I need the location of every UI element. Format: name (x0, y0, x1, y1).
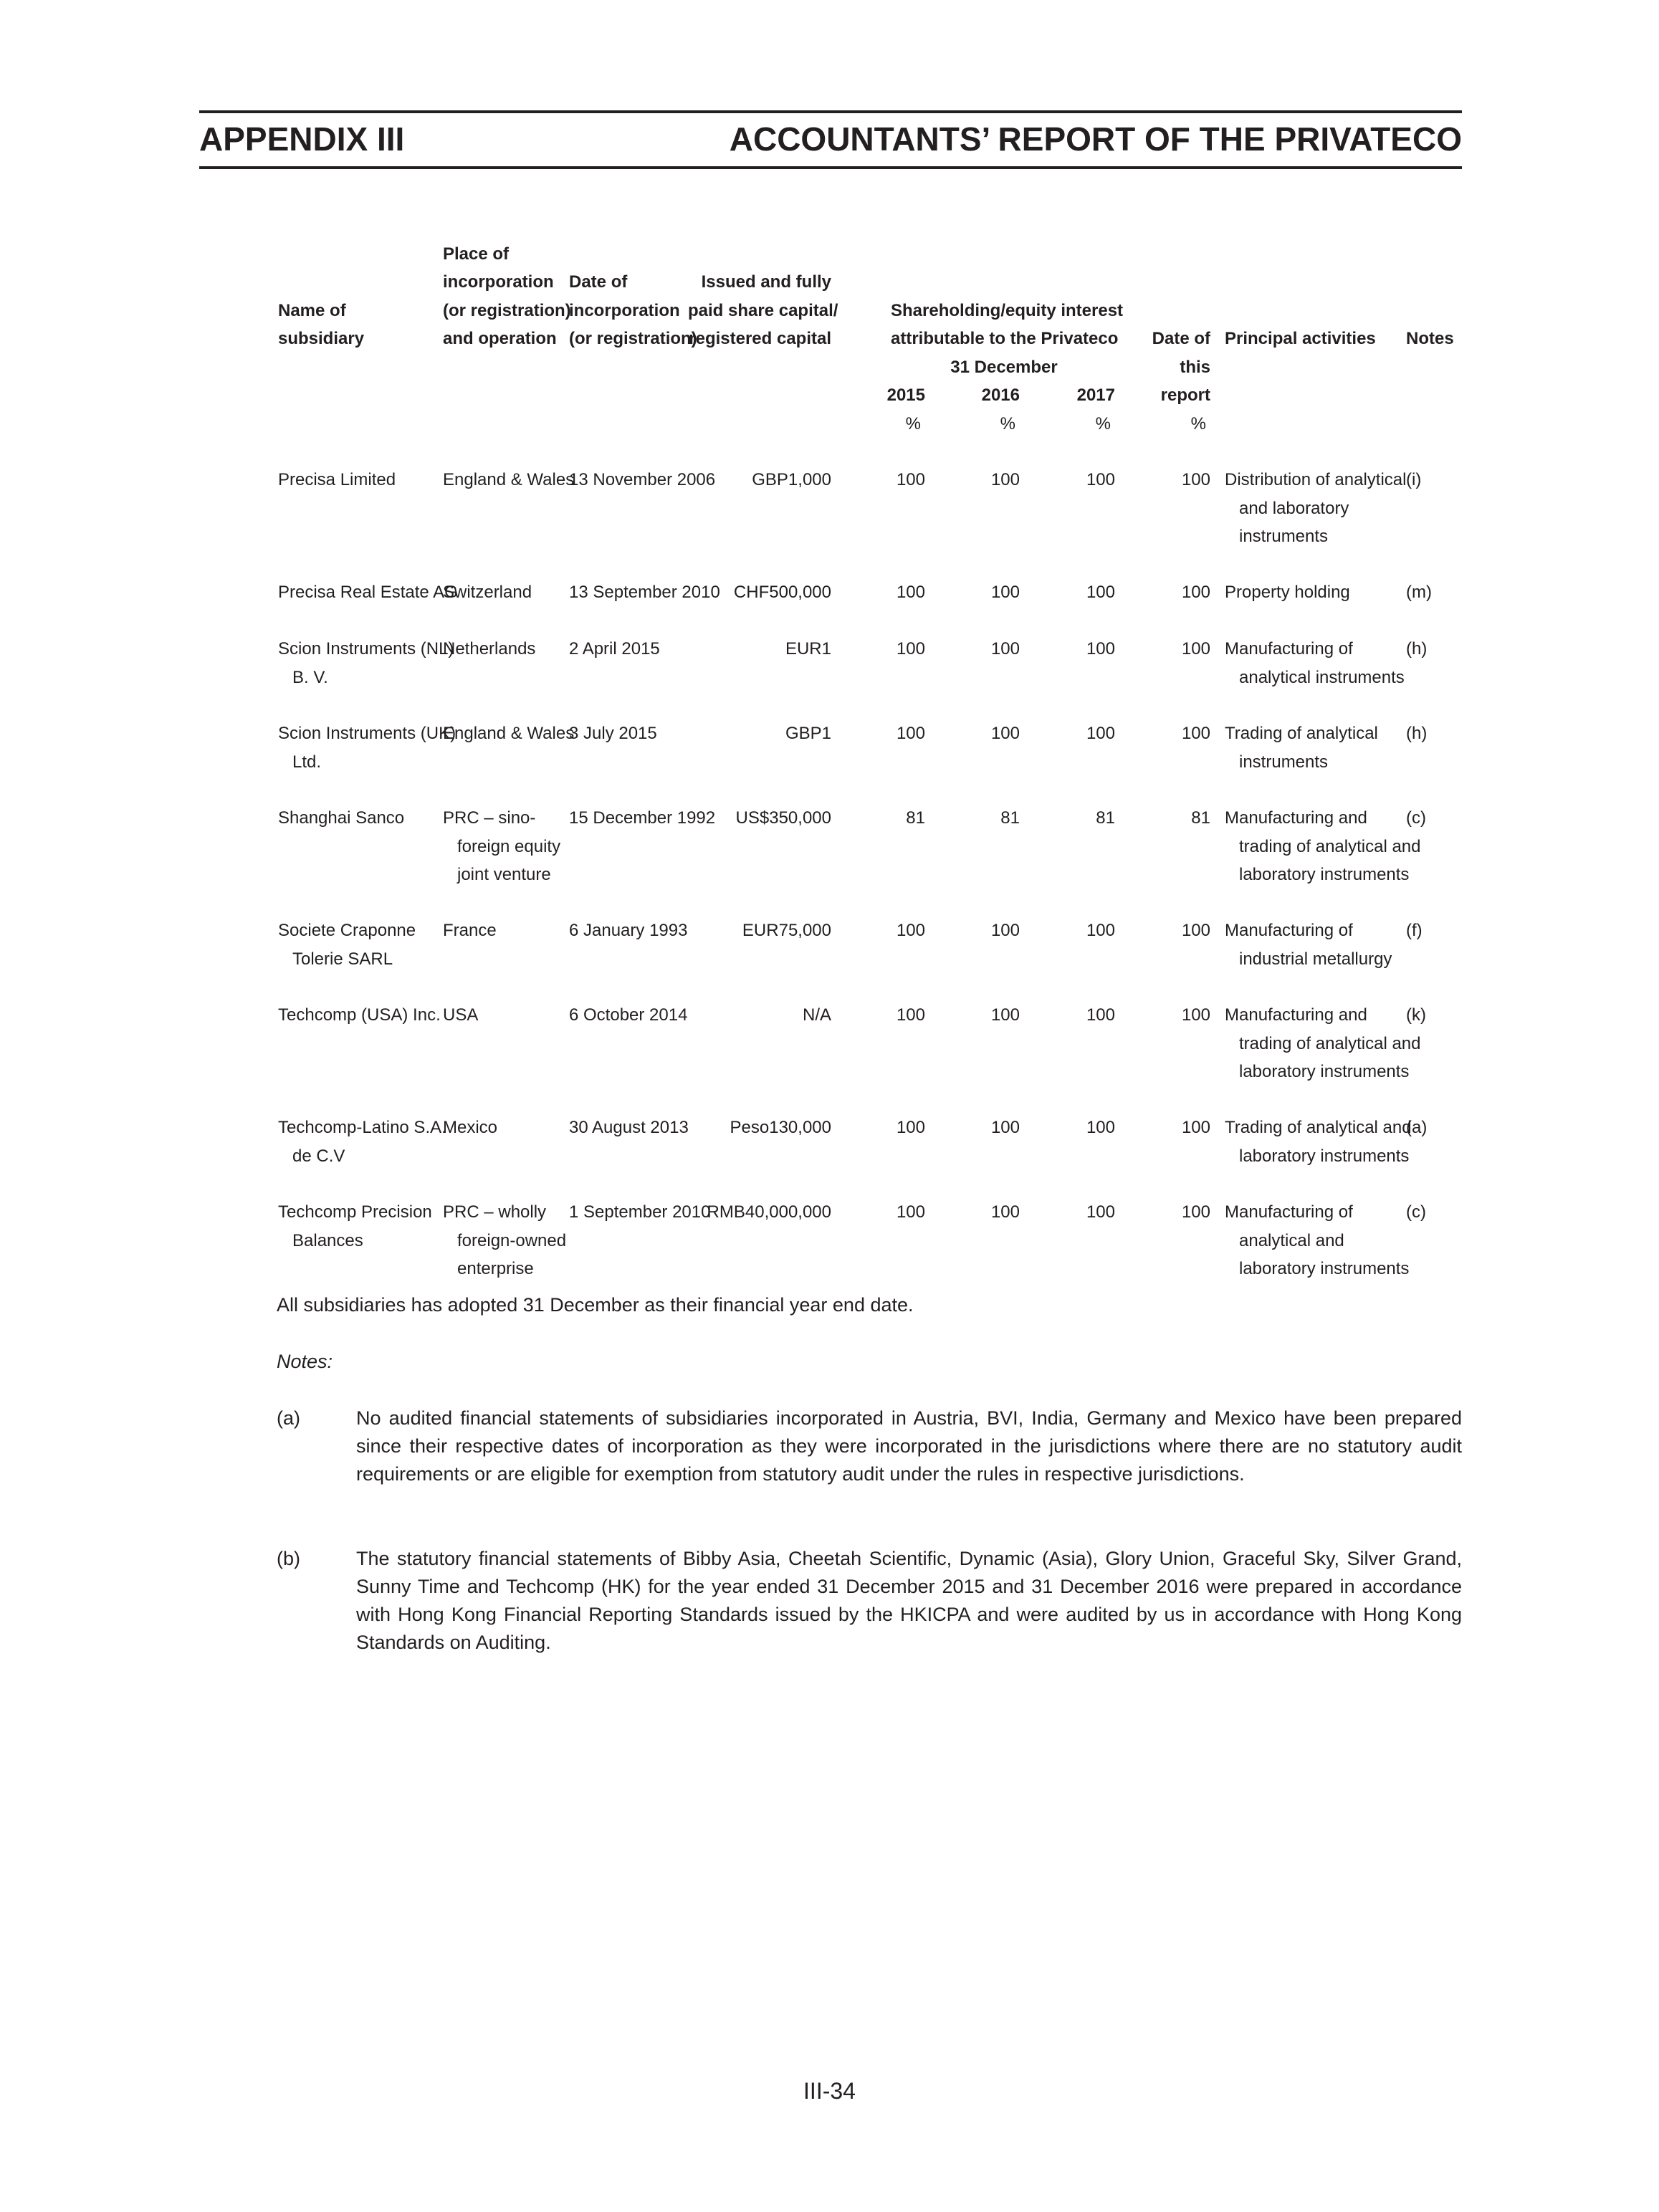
place-of-incorporation: USA (443, 1005, 479, 1025)
incorporation-date: 6 January 1993 (569, 921, 688, 940)
interest-y2016: 100 (990, 470, 1020, 489)
principal-activities: Manufacturing of industrial metallurgy (1225, 921, 1392, 969)
subsidiary-name: Scion Instruments (NL) B. V. (278, 639, 454, 687)
interest-y2015: 100 (896, 1118, 925, 1137)
place-of-incorporation: PRC – wholly foreign-owned enterprise (443, 1202, 567, 1278)
place-of-incorporation: England & Wales (443, 470, 575, 489)
notes-title: Notes: (277, 1351, 333, 1372)
note-reference: (f) (1406, 921, 1423, 940)
column-header-principal-activities: Principal activities (1225, 329, 1376, 348)
column-header-interest: Shareholding/equity interest attributable to the Privateco (891, 300, 1124, 348)
incorporation-date: 13 November 2006 (569, 470, 716, 489)
incorporation-date: 15 December 1992 (569, 808, 716, 828)
place-of-incorporation: France (443, 921, 497, 940)
principal-activities: Trading of analytical instruments (1225, 724, 1378, 772)
percent-unit: % (905, 413, 921, 434)
interest-y2016: 100 (990, 1118, 1020, 1137)
interest-y2015: 100 (896, 724, 925, 743)
interest-y2017: 100 (1086, 724, 1115, 743)
registered-capital: US$350,000 (735, 808, 831, 828)
subsidiary-name: Techcomp-Latino S.A. de C.V (278, 1118, 446, 1166)
interest-y2016: 100 (990, 724, 1020, 743)
registered-capital: GBP1,000 (752, 470, 831, 489)
subsidiary-name: Scion Instruments (UK) Ltd. (278, 724, 456, 772)
note-reference: (a) (1406, 1118, 1428, 1137)
note-reference: (c) (1406, 808, 1426, 828)
column-header-notes: Notes (1406, 329, 1454, 348)
place-of-incorporation: Switzerland (443, 583, 532, 602)
principal-activities: Distribution of analytical and laboratory instruments (1225, 470, 1407, 546)
registered-capital: CHF500,000 (733, 583, 831, 602)
interest-y2017: 81 (1096, 808, 1115, 828)
interest-y2015: 100 (896, 1202, 925, 1222)
interest-y2015: 100 (896, 583, 925, 602)
incorporation-date: 6 October 2014 (569, 1005, 688, 1025)
interest-y2016: 100 (990, 583, 1020, 602)
place-of-incorporation: Mexico (443, 1118, 498, 1137)
note-reference: (h) (1406, 639, 1428, 659)
interest-y2017: 100 (1086, 639, 1115, 659)
incorporation-date: 30 August 2013 (569, 1118, 689, 1137)
note-reference: (h) (1406, 724, 1428, 743)
note-reference: (k) (1406, 1005, 1426, 1025)
interest-y2015: 100 (896, 639, 925, 659)
interest-y2017: 100 (1086, 921, 1115, 940)
interest-y2016: 100 (990, 1005, 1020, 1025)
principal-activities: Property holding (1225, 583, 1350, 602)
incorporation-date: 1 September 2010 (569, 1202, 711, 1222)
column-header-y2017: 2017 (1076, 386, 1115, 405)
registered-capital: EUR1 (785, 639, 831, 659)
interest-report: 81 (1191, 808, 1210, 828)
report-title: ACCOUNTANTS’ REPORT OF THE PRIVATECO (729, 120, 1462, 158)
subsidiary-name: Precisa Limited (278, 470, 396, 489)
column-header-date-of-report: Date of this report (1152, 329, 1210, 405)
principal-activities: Manufacturing of analytical and laboratory instruments (1225, 1202, 1410, 1278)
interest-y2015: 81 (906, 808, 925, 828)
place-of-incorporation: Netherlands (443, 639, 536, 659)
interest-y2017: 100 (1086, 1005, 1115, 1025)
column-header-31-december: 31 December (950, 357, 1058, 377)
interest-y2016: 100 (990, 921, 1020, 940)
interest-y2015: 100 (896, 1005, 925, 1025)
percent-unit: % (1095, 413, 1111, 434)
principal-activities: Manufacturing of analytical instruments (1225, 639, 1405, 687)
interest-report: 100 (1181, 470, 1210, 489)
principal-activities: Trading of analytical and laboratory instruments (1225, 1118, 1412, 1166)
interest-report: 100 (1181, 921, 1210, 940)
column-header-capital: Issued and fully paid share capital/ registered capital (688, 272, 838, 348)
place-of-incorporation: PRC – sino- foreign equity joint venture (443, 808, 561, 884)
interest-report: 100 (1181, 1118, 1210, 1137)
subsidiary-name: Techcomp Precision Balances (278, 1202, 432, 1250)
year-end-statement: All subsidiaries has adopted 31 December as their financial year end date. (277, 1294, 914, 1316)
interest-report: 100 (1181, 639, 1210, 659)
interest-y2016: 100 (990, 1202, 1020, 1222)
note-text: No audited financial statements of subsidiaries incorporated in Austria, BVI, India, Germany and Mexico have been prepared since their respective dates of incorporation as they were incorporated in the jurisdictions where there are no statutory audit requirements or are eligible for exemption from statutory audit under the rules in respective jurisdictions. (356, 1407, 1462, 1485)
principal-activities: Manufacturing and trading of analytical and laboratory instruments (1225, 808, 1421, 884)
interest-y2017: 100 (1086, 470, 1115, 489)
column-header-place: Place of incorporation (or registration) and operation (443, 244, 571, 348)
registered-capital: Peso130,000 (730, 1118, 831, 1137)
interest-report: 100 (1181, 583, 1210, 602)
column-header-name: Name of subsidiary (278, 300, 365, 348)
header-rule-bottom (199, 166, 1462, 169)
registered-capital: GBP1 (785, 724, 831, 743)
interest-y2017: 100 (1086, 583, 1115, 602)
percent-unit: % (1190, 413, 1206, 434)
interest-report: 100 (1181, 1005, 1210, 1025)
column-header-date: Date of incorporation (or registration) (569, 272, 697, 348)
appendix-heading: APPENDIX III (199, 120, 405, 158)
header-rule-top (199, 110, 1462, 113)
subsidiary-name: Techcomp (USA) Inc. (278, 1005, 441, 1025)
incorporation-date: 3 July 2015 (569, 724, 657, 743)
principal-activities: Manufacturing and trading of analytical and laboratory instruments (1225, 1005, 1421, 1081)
note-reference: (m) (1406, 583, 1432, 602)
interest-y2016: 81 (1000, 808, 1020, 828)
note-label: (a) (277, 1407, 300, 1429)
interest-y2016: 100 (990, 639, 1020, 659)
interest-report: 100 (1181, 1202, 1210, 1222)
registered-capital: N/A (802, 1005, 831, 1025)
interest-report: 100 (1181, 724, 1210, 743)
subsidiary-name: Precisa Real Estate AG (278, 583, 458, 602)
interest-y2015: 100 (896, 470, 925, 489)
page-number: III-34 (803, 2078, 856, 2104)
column-header-y2016: 2016 (981, 386, 1020, 405)
subsidiary-name: Societe Craponne Tolerie SARL (278, 921, 416, 969)
interest-y2015: 100 (896, 921, 925, 940)
incorporation-date: 13 September 2010 (569, 583, 720, 602)
note-reference: (i) (1406, 470, 1422, 489)
interest-y2017: 100 (1086, 1118, 1115, 1137)
interest-y2017: 100 (1086, 1202, 1115, 1222)
note-label: (b) (277, 1548, 300, 1569)
note-reference: (c) (1406, 1202, 1426, 1222)
registered-capital: RMB40,000,000 (707, 1202, 831, 1222)
subsidiary-name: Shanghai Sanco (278, 808, 405, 828)
place-of-incorporation: England & Wales (443, 724, 575, 743)
incorporation-date: 2 April 2015 (569, 639, 660, 659)
column-header-y2015: 2015 (886, 386, 925, 405)
registered-capital: EUR75,000 (742, 921, 831, 940)
percent-unit: % (1000, 413, 1015, 434)
note-text: The statutory financial statements of Bibby Asia, Cheetah Scientific, Dynamic (Asia), Glory Union, Graceful Sky, Silver Grand, Sunny Time and Techcomp (HK) for the year ended 31 December 2015 and 31 December 2016 were prepared in accordance with Hong Kong Financial Reporting Standards issued by the HKICPA and were audited by us in accordance with Hong Kong Standards on Auditing. (356, 1548, 1462, 1653)
